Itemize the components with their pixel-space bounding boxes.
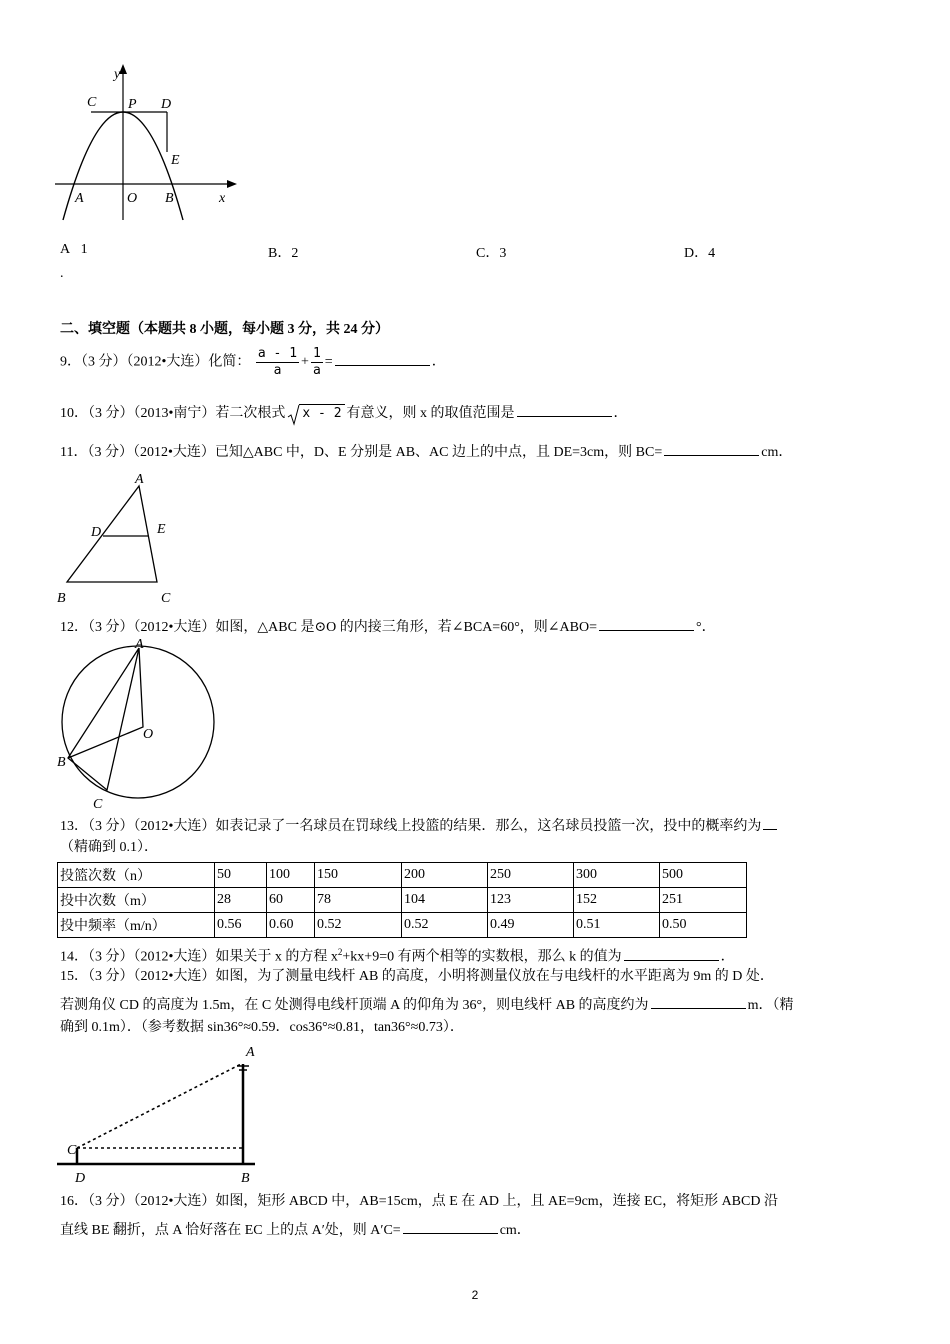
option-c — [476, 242, 506, 262]
q13-answer-blank[interactable] — [763, 815, 777, 830]
tri-e-label: E — [157, 522, 166, 537]
q9-fraction-2: $\frac{1}{a}$ — [312, 346, 321, 378]
y-axis-label: y — [114, 67, 121, 82]
q16-answer-blank[interactable] — [403, 1219, 498, 1234]
tri-d-label: D — [91, 525, 102, 540]
q10-prefix: 10．（3 分）（2013•南宁）若二次根式 — [60, 406, 286, 421]
page-number: 2 — [471, 1288, 479, 1302]
q9-prefix: 9．（3 分）（2012•大连）化简： — [60, 354, 251, 370]
parabola-figure — [55, 62, 240, 222]
q10-sqrt — [287, 404, 344, 423]
point-e-label: E — [171, 153, 180, 168]
q10-radicand: x - 2 — [299, 404, 344, 423]
q12-answer-blank[interactable] — [599, 616, 694, 631]
circ-a-label: A — [135, 637, 144, 652]
q15-answer-blank[interactable] — [651, 994, 746, 1009]
shooting-table — [57, 862, 747, 938]
tri-c-label: C — [161, 591, 171, 605]
pole-figure — [55, 1042, 265, 1187]
pole-b-label: B — [241, 1171, 250, 1186]
option-b — [268, 242, 298, 262]
option-a-value: 1 — [80, 242, 88, 257]
circ-o-label: O — [143, 727, 154, 742]
question-12: 12．（3 分）（2012•大连）如图，△ABC 是⊙O 的内接三角形，若∠BCA=60°，则∠ABO= °． — [60, 616, 716, 637]
option-c-value: 3 — [499, 246, 507, 261]
question-15-line1: 15．（3 分）（2012•大连）如图，为了测量电线杆 AB 的高度，小明将测量仪放在与电线杆的水平距离为 9m 的 D 处． — [60, 969, 774, 984]
option-b-value: 2 — [291, 246, 299, 261]
origin-label: O — [127, 191, 138, 206]
table-row: 投中频率（m/n） 0.56 0.60 0.52 0.52 0.49 0.51 0.50 — [58, 913, 747, 938]
q9-answer-blank[interactable] — [335, 351, 430, 366]
x-axis-label: x — [219, 191, 226, 206]
question-15-line2: 若测角仪 CD 的高度为 1.5m，在 C 处测得电线杆顶端 A 的仰角为 36°，则电线杆 AB 的高度约为 m．（精 — [60, 994, 793, 1015]
circ-c-label: C — [93, 797, 103, 811]
pole-a-label: A — [246, 1045, 255, 1060]
option-a-letter: A — [60, 242, 71, 257]
question-13-line1 — [60, 815, 779, 836]
table-row: 投中次数（m） 28 60 78 104 123 152 251 — [58, 888, 747, 913]
q9-plus: + — [301, 354, 309, 370]
triangle-figure — [55, 470, 185, 605]
point-c-label: C — [87, 95, 97, 110]
option-d-value: 4 — [708, 246, 716, 261]
point-p-label: P — [128, 97, 137, 112]
pole-d-label: D — [75, 1171, 86, 1186]
section-title: 二、填空题（本题共 8 小题，每小题 3 分，共 24 分） — [60, 322, 389, 337]
q11-text: 11．（3 分）（2012•大连）已知△ABC 中，D、E 分别是 AB、AC 边上的中点，且 DE=3cm，则 BC= — [60, 445, 663, 460]
question-16-line1: 16．（3 分）（2012•大连）如图，矩形 ABCD 中，AB=15cm，点 E 在 AD 上，且 AE=9cm，连接 EC，将矩形 ABCD 沿 — [60, 1194, 778, 1209]
q10-answer-blank[interactable] — [517, 402, 612, 417]
question-9: 9．（3 分）（2012•大连）化简： $\frac{a - 1}{a}$ + $\frac{1}{a}$ = ． — [60, 346, 446, 378]
question-13-line2: （精确到 0.1）． — [60, 840, 158, 855]
q13-text: 13．（3 分）（2012•大连）如表记录了一名球员在罚球线上投篮的结果．那么，这名球员投篮一次，投中的概率约为 — [60, 819, 762, 834]
question-10: 10．（3 分）（2013•南宁）若二次根式 x - 2 有意义，则 x 的取值范围是 ． — [60, 402, 628, 423]
q11-answer-blank[interactable] — [664, 441, 759, 456]
q14-prefix: 14．（3 分）（2012•大连）如果关于 x 的方程 x — [60, 949, 338, 965]
option-a — [60, 242, 88, 258]
question-14: 14．（3 分）（2012•大连）如果关于 x 的方程 $x^2+kx+9=0$ 有两个相等的实数根，那么 k 的值为 ． — [60, 947, 735, 965]
point-b-label: B — [165, 191, 174, 206]
option-b-letter: B． — [268, 246, 292, 261]
q14-mid: +kx+9=0 有两个相等的实数根，那么 k 的值为 — [342, 949, 622, 965]
q9-fraction-1: $\frac{a - 1}{a}$ — [257, 346, 298, 378]
question-15-line3: 确到 0.1m）．（参考数据 sin36°≈0.59．cos36°≈0.81，tan36°≈0.73）． — [60, 1020, 464, 1035]
q10-mid: 有意义，则 x 的取值范围是 — [346, 406, 515, 421]
tri-b-label: B — [57, 591, 66, 605]
question-16-line2: 直线 BE 翻折，点 A 恰好落在 EC 上的点 A′处，则 A′C= cm． — [60, 1219, 531, 1240]
q9-equals: = — [324, 354, 333, 370]
q12-text: 12．（3 分）（2012•大连）如图，△ABC 是⊙O 的内接三角形，若∠BCA=60°，则∠ABO= — [60, 620, 597, 635]
pole-c-label: C — [67, 1143, 77, 1158]
q14-answer-blank[interactable] — [624, 946, 719, 961]
option-d-letter: D． — [684, 246, 709, 261]
point-d-label: D — [161, 97, 172, 112]
option-a-dot: . — [60, 266, 64, 281]
circ-b-label: B — [57, 755, 66, 770]
table-row: 投篮次数（n） 50 100 150 200 250 300 500 — [58, 863, 747, 888]
tri-a-label: A — [135, 472, 144, 487]
option-c-letter: C． — [476, 246, 500, 261]
option-d — [684, 242, 715, 262]
point-a-label: A — [75, 191, 84, 206]
question-11: 11．（3 分）（2012•大连）已知△ABC 中，D、E 分别是 AB、AC 边上的中点，且 DE=3cm，则 BC= cm． — [60, 441, 792, 462]
circle-figure — [55, 636, 220, 811]
